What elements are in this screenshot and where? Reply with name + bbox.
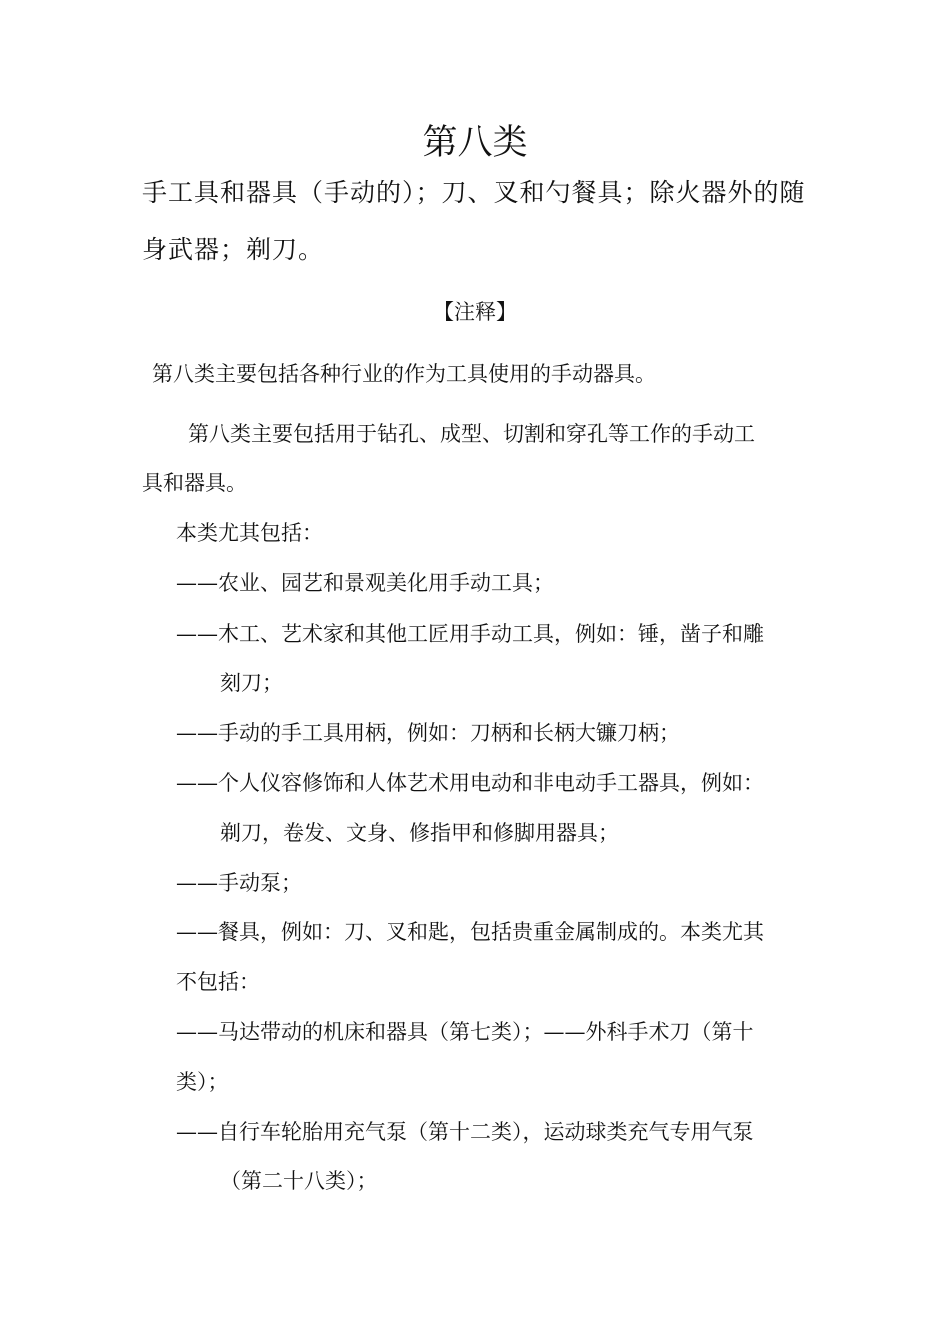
list-item: ——手动泵； bbox=[176, 871, 302, 895]
list-item-continuation: 类）； bbox=[176, 1070, 229, 1094]
list-item-continuation: 刻刀； bbox=[220, 671, 283, 695]
list-item: ——个人仪容修饰和人体艺术用电动和非电动手工器具，例如： bbox=[176, 771, 764, 795]
class-heading-line-1: 手工具和器具（手动的）；刀、叉和勺餐具；除火器外的随 bbox=[142, 178, 806, 207]
list-item: ——自行车轮胎用充气泵（第十二类），运动球类充气专用气泵 bbox=[176, 1120, 754, 1144]
note-heading: 【注释】 bbox=[433, 300, 517, 324]
body-line: 本类尤其包括： bbox=[176, 521, 323, 545]
list-item: ——餐具，例如：刀、叉和匙，包括贵重金属制成的。本类尤其 bbox=[176, 920, 764, 944]
body-line: 第八类主要包括各种行业的作为工具使用的手动器具。 bbox=[152, 362, 656, 386]
list-item: ——农业、园艺和景观美化用手动工具； bbox=[176, 571, 554, 595]
body-line: 具和器具。 bbox=[142, 471, 247, 495]
class-heading-line-2: 身武器；剃刀。 bbox=[142, 235, 325, 264]
list-item: ——手动的手工具用柄，例如：刀柄和长柄大镰刀柄； bbox=[176, 721, 680, 745]
body-line: 第八类主要包括用于钻孔、成型、切割和穿孔等工作的手动工 bbox=[188, 422, 755, 446]
list-item-continuation: 剃刀，卷发、文身、修指甲和修脚用器具； bbox=[220, 821, 619, 845]
body-line: 不包括： bbox=[176, 970, 260, 994]
page-title: 第八类 bbox=[422, 123, 528, 163]
list-item: ——木工、艺术家和其他工匠用手动工具，例如：锤，凿子和雕 bbox=[176, 622, 764, 646]
list-item-continuation: （第二十八类）； bbox=[220, 1169, 378, 1193]
list-item: ——马达带动的机床和器具（第七类）；——外科手术刀（第十 bbox=[176, 1020, 754, 1044]
